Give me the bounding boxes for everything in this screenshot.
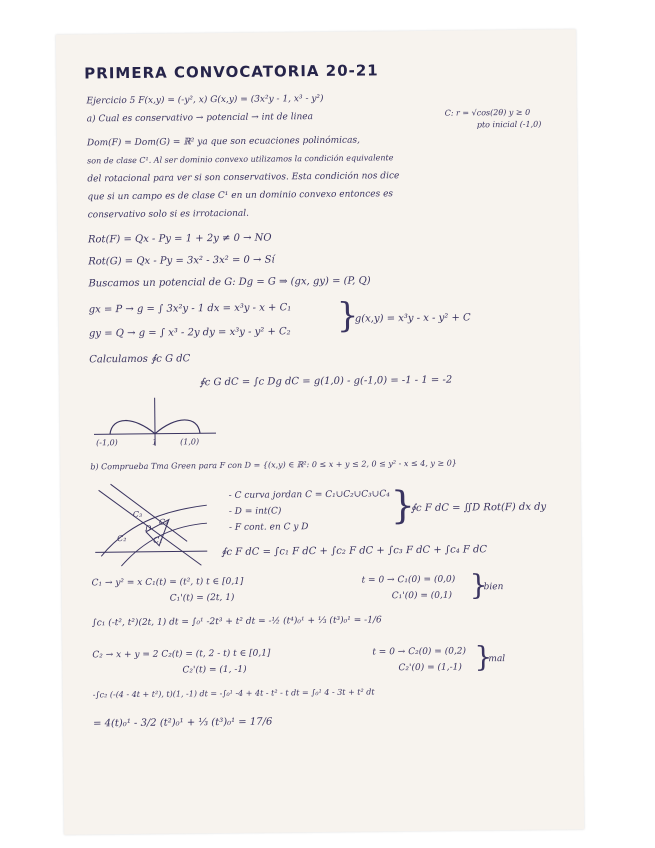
brace-c1: } (469, 568, 488, 602)
fig2-c3: C₃ (132, 509, 143, 519)
c1-orientation-ok: bien (483, 582, 504, 593)
curve-definition: C: r = √cos(2θ) y ≥ 0 (444, 107, 531, 118)
question-a: a) Cual es conservativo → potencial → int de linea (86, 112, 314, 125)
fig2-d: D (144, 523, 152, 533)
potential-search: Buscamos un potencial de G: Dg = G ⇒ (gx, gy) = (P, Q) (88, 275, 371, 290)
c1-start-derivative: C₁'(0) = (0,1) (391, 590, 453, 602)
domain-line-1: Dom(F) = Dom(G) = ℝ² ya que son ecuaciones polinómicas, (86, 135, 360, 149)
domain-line-3: del rotacional para ver si son conservativos. Esta condición nos dice (87, 171, 400, 185)
domain-line-4: que si un campo es de clase C¹ en un dominio convexo entonces es (87, 189, 394, 203)
gy-line: gy = Q → g = ∫ x³ - 2y dy = x³y - y² + C₂ (88, 326, 291, 340)
rot-g: Rot(G) = Qx - Py = 3x² - 3x² = 0 → Sí (88, 254, 275, 268)
question-b: b) Comprueba Tma Green para F con D = {(x,y) ∈ ℝ²: 0 ≤ x + y ≤ 2, 0 ≤ y² - x ≤ 4, y ≥ 0} (90, 458, 457, 472)
left-lobe (110, 420, 155, 434)
hypothesis-3: - F cont. en C y D (228, 522, 309, 533)
region-x-axis (95, 551, 207, 552)
c2-derivative: C₂'(t) = (1, -1) (182, 664, 247, 676)
c2-integral: -∫c₂ (-(4 - 4t + t²), t)(1, -1) dt = -∫₀¹ -4 + 4t - t² - t dt = ∫₀¹ 4 - 3t + t² dt (92, 687, 375, 700)
notebook-page (56, 29, 584, 834)
brace-potential: } (336, 295, 359, 336)
green-theorem: ∮c F dC = ∬D Rot(F) dx dy (410, 501, 547, 515)
line-integral-g: ∮c G dC = ∫c Dg dC = g(1,0) - g(-1,0) = -1 - 1 = -2 (199, 374, 453, 389)
c2-param: C₂ → x + y = 2 C₂(t) = (t, 2 - t) t ∈ [0,1] (92, 648, 271, 661)
domain-line-2: son de clase C¹. Al ser dominio convexo utilizamos la condición equivalente (87, 153, 394, 166)
page-title: PRIMERA CONVOCATORIA 20-21 (84, 61, 379, 83)
c2-result: = 4(t)₀¹ - 3/2 (t²)₀¹ + ⅓ (t³)₀¹ = 17/6 (92, 716, 273, 730)
rot-f: Rot(F) = Qx - Py = 1 + 2y ≠ 0 → NO (87, 232, 272, 246)
c1-integral: ∫c₁ (-t², t²)(2t, 1) dt = ∫₀¹ -2t³ + t² dt = -½ (t⁴)₀¹ + ⅓ (t³)₀¹ = -1/6 (91, 615, 382, 629)
integral-split: ∮c F dC = ∫c₁ F dC + ∫c₂ F dC + ∫c₃ F dC + ∫c₄ F dC (221, 544, 488, 559)
exercise-header: Ejercicio 5 F(x,y) = (-y², x) G(x,y) = (3x²y - 1, x³ - y²) (86, 93, 324, 107)
calculamos-line: Calculamos ∮c G dC (89, 353, 191, 366)
c1-derivative: C₁'(t) = (2t, 1) (169, 592, 235, 604)
fig2-c2: C₂ (117, 534, 127, 544)
c1-param: C₁ → y² = x C₁(t) = (t², t) t ∈ [0,1] (91, 576, 244, 589)
hypothesis-2: - D = int(C) (228, 506, 282, 517)
potential-result: g(x,y) = x³y - x - y² + C (354, 312, 471, 325)
gx-line: gx = P → g = ∫ 3x²y - 1 dx = x³y - x + C₁ (88, 302, 292, 316)
hypothesis-1: - C curva jordan C = C₁∪C₂∪C₃∪C₄ (228, 489, 390, 501)
fig1-right-label: (1,0) (180, 437, 200, 447)
c1-start: t = 0 → C₁(0) = (0,0) (361, 574, 456, 586)
brace-c2: } (474, 640, 493, 674)
c2-orientation-bad: mal (488, 654, 506, 665)
fig2-c4: C₄ (158, 517, 169, 527)
domain-line-5: conservativo solo si es irrotacional. (87, 208, 250, 221)
curve-orientation: pto inicial (-1,0) (476, 119, 542, 130)
fig2-c1: C₁ (153, 535, 163, 545)
fig1-left-label: (-1,0) (96, 438, 118, 448)
right-lobe (155, 420, 200, 434)
brace-hypotheses: } (390, 483, 416, 528)
c2-start: t = 0 → C₂(0) = (0,2) (372, 646, 467, 658)
c2-start-derivative: C₂'(0) = (1,-1) (398, 662, 462, 674)
fig1-mid-label: 1 (152, 437, 158, 447)
